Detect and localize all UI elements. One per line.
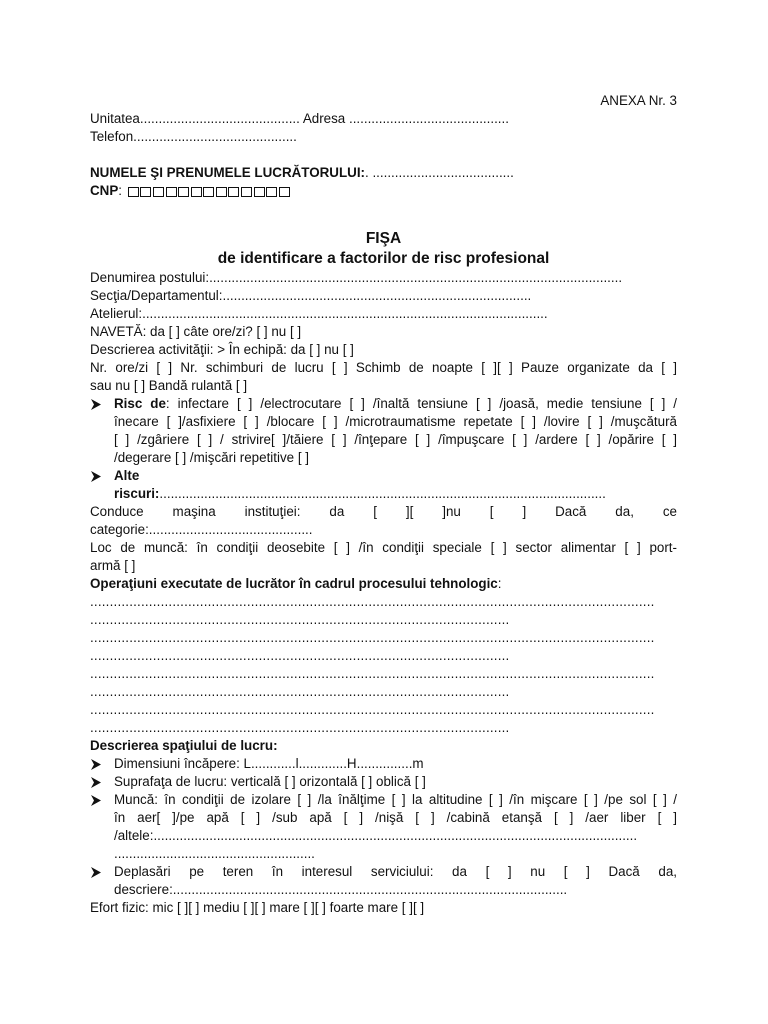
cnp-label: CNP (90, 183, 119, 198)
space-heading: Descrierea spaţiului de lucru: (90, 738, 278, 753)
hours-field-line2: sau nu [ ] Bandă rulantă [ ] (90, 378, 248, 393)
cnp-line: CNP: (90, 182, 677, 202)
travel-bullet (90, 863, 677, 899)
operations-dots-1: ................................................................................................................................................ (90, 594, 655, 609)
spacer (90, 146, 677, 164)
cnp-digit-box[interactable] (191, 187, 202, 197)
operations-dots-4: ........................................................................................................... (90, 648, 510, 663)
travel-line2: descriere:.......................................................................................................... (114, 882, 568, 897)
arrowhead-bullet-icon (90, 863, 104, 881)
cnp-digit-box[interactable] (241, 187, 252, 197)
work-line2: în aer[ ]/pe apă [ ] /sub apă [ ] /nişă [ ] /cabină etanşă [ ] /aer liber [ ] (114, 810, 677, 825)
other-risks-bullet (90, 467, 677, 503)
arrowhead-bullet-icon (90, 467, 104, 485)
surface-text: Suprafaţa de lucru: verticală [ ] orizontală [ ] oblică [ ] (114, 774, 426, 789)
cnp-digit-box[interactable] (279, 187, 290, 197)
form-title: FIŞA (365, 230, 402, 247)
risk-line4: /degerare [ ] /mişcări repetitive [ ] (114, 450, 309, 465)
physical-effort-line: Efort fizic: mic [ ][ ] mediu [ ][ ] mare [ ][ ] foarte mare [ ][ ] (90, 900, 425, 915)
risk-label: Risc de (114, 396, 166, 411)
cnp-digit-box[interactable] (228, 187, 239, 197)
unit-address-line: Unitatea........................................... Adresa ........................................... (90, 111, 509, 126)
dimensions-text: Dimensiuni încăpere: L............l.............H...............m (114, 756, 424, 771)
workplace-line2: armă [ ] (90, 558, 136, 573)
arrowhead-bullet-icon (90, 773, 104, 791)
operations-dots-6: ........................................................................................................... (90, 684, 510, 699)
cnp-digit-box[interactable] (216, 187, 227, 197)
form-subtitle: de identificare a factorilor de risc profesional (217, 250, 550, 267)
risk-bullet (90, 395, 677, 467)
phone-line: Telefon............................................ (90, 129, 297, 144)
cnp-boxes (128, 184, 292, 202)
other-risks-label1: Alte (114, 468, 140, 483)
operations-dots-8: ........................................................................................................... (90, 720, 510, 735)
work-line4: ...................................................... (114, 846, 315, 861)
operations-heading (90, 575, 677, 593)
cnp-digit-box[interactable] (266, 187, 277, 197)
operations-colon: : (497, 576, 502, 591)
worker-name-label: NUMELE ŞI PRENUMELE LUCRĂTORULUI: (90, 165, 366, 180)
cnp-digit-box[interactable] (178, 187, 189, 197)
risk-line1 (114, 395, 677, 413)
hours-field-line1: Nr. ore/zi [ ] Nr. schimburi de lucru [ ] Schimb de noapte [ ][ ] Pauze organizate da [ ] (90, 360, 677, 375)
cnp-digit-box[interactable] (153, 187, 164, 197)
activity-field: Descrierea activităţii: > În echipă: da [ ] nu [ ] (90, 342, 354, 357)
work-conditions-bullet (90, 791, 677, 863)
other-risks-line (114, 485, 677, 503)
commute-field: NAVETĂ: da [ ] câte ore/zi? [ ] nu [ ] (90, 324, 302, 339)
operations-dots-7: ................................................................................................................................................ (90, 702, 655, 717)
workplace-line1: Loc de muncă: în condiţii deosebite [ ] /în condiţii speciale [ ] sector alimentar [ ] port- (90, 540, 677, 555)
work-line3: /altele:.................................................................................................................................. (114, 828, 638, 843)
cnp-digit-box[interactable] (128, 187, 139, 197)
risk-text1: : infectare [ ] /electrocutare [ ] /înaltă tensiune [ ] /joasă, medie tensiune [ ] / (165, 396, 677, 411)
risk-line2: înecare [ ]/asfixiere [ ] /blocare [ ] /microtraumatisme repetate [ ] /lovire [ ] /muşcătură (114, 414, 677, 429)
cnp-digit-box[interactable] (140, 187, 151, 197)
other-risks-label2: riscuri: (114, 486, 160, 501)
operations-dots-2: ........................................................................................................... (90, 612, 510, 627)
post-field: Denumirea postului:............................................................................................................... (90, 270, 623, 285)
cnp-digit-box[interactable] (203, 187, 214, 197)
operations-dots-5: ................................................................................................................................................ (90, 666, 655, 681)
arrowhead-bullet-icon (90, 791, 104, 809)
worker-name-dots: . ...................................... (365, 165, 514, 180)
workshop-field: Atelierul:............................................................................................................. (90, 306, 548, 321)
dimensions-bullet (90, 755, 677, 773)
section-field: Secţia/Departamentul:................................................................................... (90, 288, 532, 303)
vehicle-line2: categorie:............................................ (90, 522, 313, 537)
operations-label: Operaţiuni executate de lucrător în cadrul procesului tehnologic (90, 576, 498, 591)
surface-bullet (90, 773, 677, 791)
work-line1: Muncă: în condiţii de izolare [ ] /la înălţime [ ] la altitudine [ ] /în mişcare [ ] /pe sol [ ] / (114, 792, 677, 807)
other-risks-dots: ........................................................................................................................ (159, 486, 606, 501)
annex-number: ANEXA Nr. 3 (600, 93, 677, 108)
vehicle-line1: Conduce maşina instituţiei: da [ ][ ]nu [ ] Dacă da, ce (90, 504, 677, 519)
cnp-digit-box[interactable] (166, 187, 177, 197)
arrowhead-bullet-icon (90, 395, 104, 413)
spacer (90, 202, 677, 229)
travel-line1: Deplasări pe teren în interesul serviciului: da [ ] nu [ ] Dacă da, (114, 864, 677, 879)
worker-name-line (90, 164, 677, 182)
cnp-digit-box[interactable] (254, 187, 265, 197)
arrowhead-bullet-icon (90, 755, 104, 773)
form-page (90, 92, 677, 917)
risk-line3: [ ] /zgâriere [ ] / strivire[ ]/tăiere [ ] /înţepare [ ] /împuşcare [ ] /ardere [ ] /opărire [ ] (114, 432, 677, 447)
operations-dots-3: ................................................................................................................................................ (90, 630, 655, 645)
